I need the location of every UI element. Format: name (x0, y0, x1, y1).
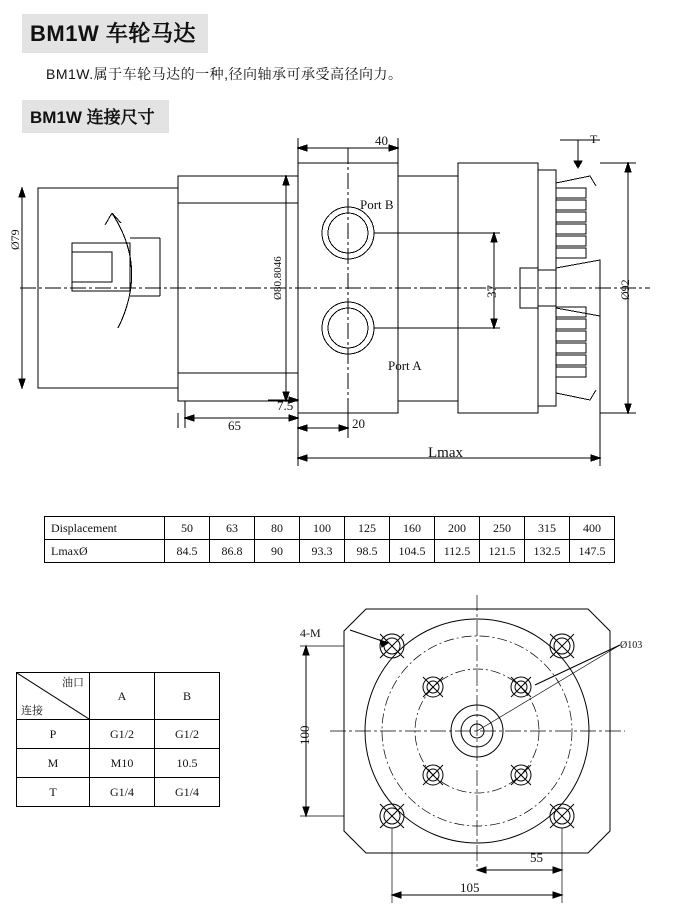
label-dim-7-5: 7.5 (277, 398, 294, 413)
label-dim-37: 37 (484, 285, 499, 298)
cell: 50 (165, 517, 210, 540)
table-corner-cell (17, 673, 90, 720)
label-dim-105: 105 (460, 880, 480, 895)
table-row (17, 749, 220, 778)
cell: G1/4 (90, 778, 155, 807)
cell: 100 (300, 517, 345, 540)
table-header-row (17, 673, 220, 720)
cell: 125 (345, 517, 390, 540)
label-port-a: Port A (388, 358, 422, 373)
cell: 84.5 (165, 540, 210, 563)
table-row (45, 540, 615, 563)
row-label: LmaxØ (45, 540, 165, 563)
label-dim-65: 65 (228, 418, 241, 433)
front-view-drawing (270, 585, 670, 915)
label-port-b: Port B (360, 197, 394, 212)
cell: 90 (255, 540, 300, 563)
intro-text: BM1W.属于车轮马达的一种,径向轴承可承受高径向力。 (46, 66, 403, 82)
label-t-mark: T (590, 132, 598, 146)
cell: 315 (525, 517, 570, 540)
cell: 10.5 (155, 749, 220, 778)
cell: 93.3 (300, 540, 345, 563)
column-header-b: B (155, 673, 220, 720)
cell: G1/4 (155, 778, 220, 807)
displacement-table (44, 516, 615, 563)
cell: 98.5 (345, 540, 390, 563)
cell: 250 (480, 517, 525, 540)
table-row (17, 720, 220, 749)
corner-label-bottom: 连接 (21, 705, 43, 717)
page-title: BM1W 车轮马达 (22, 14, 208, 53)
cell: 132.5 (525, 540, 570, 563)
label-dia80: Ø80.8046 (272, 256, 284, 300)
cell: G1/2 (90, 720, 155, 749)
row-label: M (17, 749, 90, 778)
section-title-dimensions: BM1W 连接尺寸 (22, 100, 169, 133)
label-dia103: Ø103 (620, 640, 643, 651)
cell: 400 (570, 517, 615, 540)
label-dim-100: 100 (297, 725, 312, 745)
cell: M10 (90, 749, 155, 778)
cell: 160 (390, 517, 435, 540)
label-dim-55: 55 (530, 850, 543, 865)
label-dia79: Ø79 (8, 229, 22, 250)
cell: 121.5 (480, 540, 525, 563)
cell: G1/2 (155, 720, 220, 749)
table-row (45, 517, 615, 540)
cell: 63 (210, 517, 255, 540)
port-connection-table (16, 672, 220, 807)
cell: 112.5 (435, 540, 480, 563)
label-4m: 4-M (300, 626, 321, 640)
row-label: T (17, 778, 90, 807)
cell: 80 (255, 517, 300, 540)
cell: 86.8 (210, 540, 255, 563)
side-view-drawing (0, 128, 678, 488)
corner-label-top: 油口 (62, 677, 84, 689)
table-row (17, 778, 220, 807)
label-dim-20: 20 (352, 416, 365, 431)
row-label: Displacement (45, 517, 165, 540)
label-lmax: Lmax (428, 445, 463, 461)
cell: 147.5 (570, 540, 615, 563)
label-dim-40: 40 (375, 133, 388, 148)
label-dia92: Ø92 (618, 279, 632, 300)
column-header-a: A (90, 673, 155, 720)
cell: 200 (435, 517, 480, 540)
row-label: P (17, 720, 90, 749)
cell: 104.5 (390, 540, 435, 563)
